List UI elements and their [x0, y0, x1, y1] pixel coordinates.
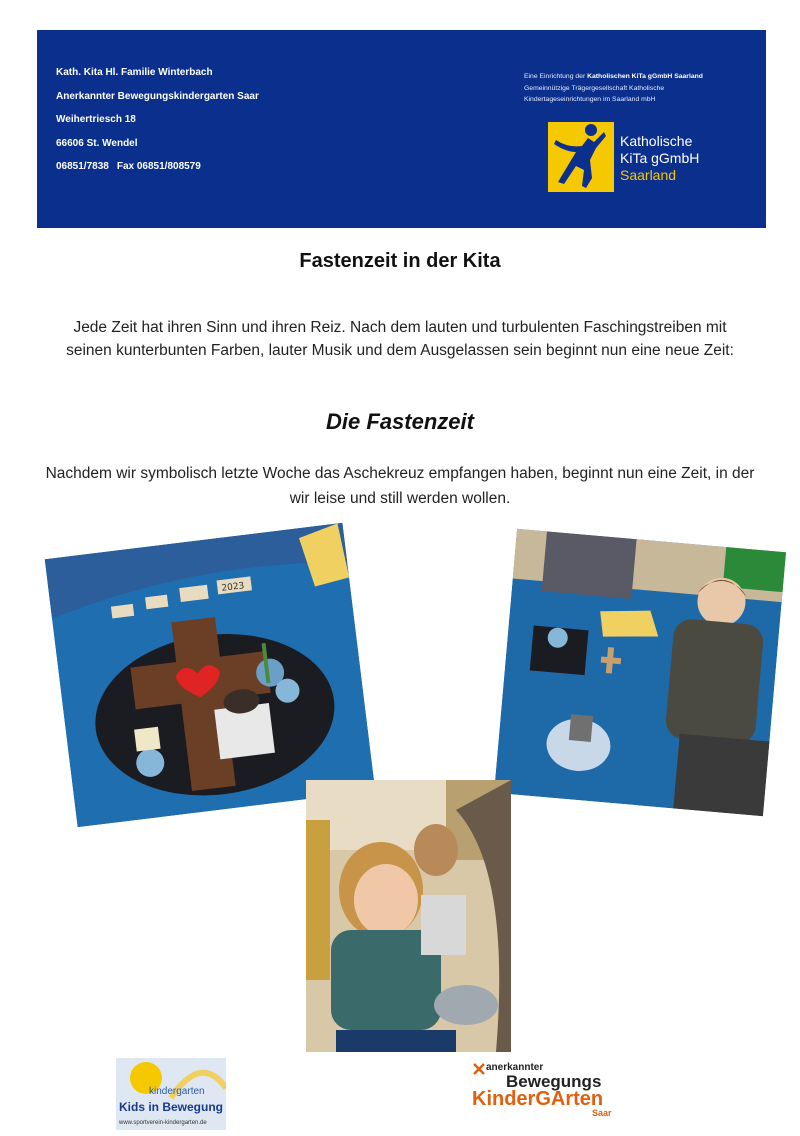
address-line-street: Weihertriesch 18 — [56, 114, 136, 125]
logo-line2: KiTa gGmbH — [620, 150, 700, 166]
organization-description — [524, 71, 754, 106]
kids-logo-line1: kindergarten — [149, 1086, 205, 1097]
katholische-kita-logo — [548, 122, 728, 196]
org-desc-name: Katholischen KiTa gGmbH Saarland — [587, 73, 703, 80]
logo-figure-icon — [548, 122, 614, 192]
bew-logo-line4: Saar — [592, 1108, 612, 1118]
bew-logo-line3: KinderGArten — [472, 1088, 604, 1110]
bew-logo-line2: Bewegungs — [506, 1072, 602, 1091]
page-title: Fastenzeit in der Kita — [299, 250, 501, 272]
org-desc-line3: Kindertageseinrichtungen im Saarland mbH — [524, 96, 656, 103]
logo-line1: Katholische — [620, 133, 693, 149]
address-line-subtitle: Anerkannter Bewegungskindergarten Saar — [56, 90, 259, 102]
bewegungskindergarten-logo — [472, 1062, 622, 1122]
intro-text: Jede Zeit hat ihren Sinn und ihren Reiz. Nach dem lauten und turbulenten Faschingstreiben mit seinen kunterbunten Farben, lauter Musik und dem Ausgelassen sein beginnt nun eine neue Zeit: — [66, 319, 734, 359]
org-desc-line2: Gemeinnützige Trägergesellschaft Katholische — [524, 84, 665, 92]
letterhead — [37, 30, 766, 228]
body-paragraph: Nachdem wir symbolisch letzte Woche das Aschekreuz empfangen haben, beginnt nun eine Zeit, in der wir leise und still werden wollen. — [45, 465, 755, 507]
kids-in-bewegung-logo — [116, 1058, 226, 1130]
bew-logo-line1: anerkannter — [486, 1062, 544, 1073]
figure-icon — [472, 1062, 486, 1076]
address-block — [56, 66, 259, 184]
org-desc-prefix: Eine Einrichtung der — [524, 73, 586, 80]
kids-logo-line2: Kids in Bewegung — [119, 1100, 224, 1114]
photo-boy-incense — [494, 529, 786, 817]
photo-child-ash-cross — [306, 780, 511, 1052]
fax-number: Fax 06851/808579 — [116, 161, 201, 172]
address-line-city: 66606 St. Wendel — [56, 137, 138, 149]
contact-line — [56, 160, 259, 184]
subtitle: Die Fastenzeit — [326, 409, 474, 434]
logo-line3: Saarland — [620, 167, 677, 183]
address-line-name: Kath. Kita Hl. Familie Winterbach — [56, 67, 213, 78]
phone-number: 06851/7838 — [56, 161, 109, 172]
kids-logo-url: www.sportverein-kindergarten.de — [119, 1120, 207, 1126]
p1-card-year: 2023 — [220, 581, 245, 594]
